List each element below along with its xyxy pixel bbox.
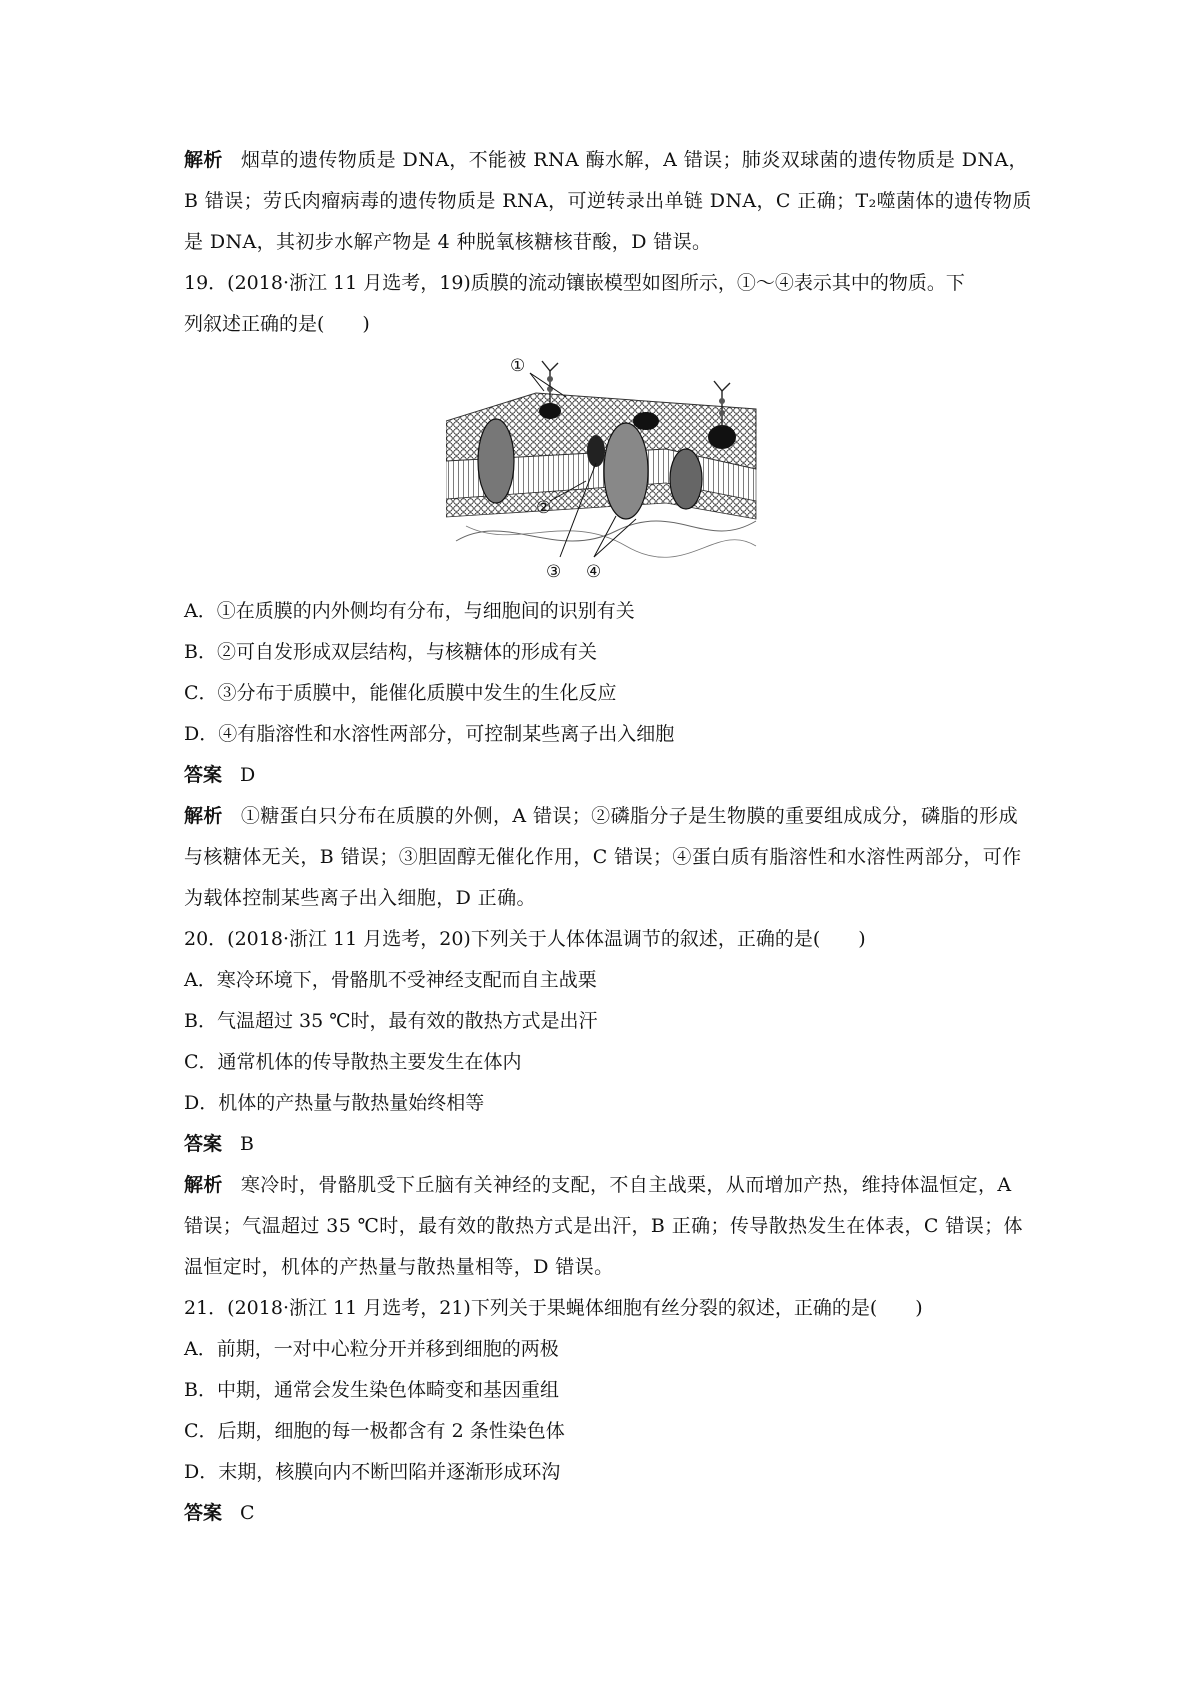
membrane-diagram bbox=[446, 351, 766, 583]
analysis-label: 解析 bbox=[184, 1174, 223, 1196]
answer-value: C bbox=[240, 1502, 255, 1524]
answer-label: 答案 bbox=[184, 764, 223, 786]
membrane-model-figure bbox=[446, 351, 766, 583]
analysis-text: ①糖蛋白只分布在质膜的外侧，A 错误；②磷脂分子是生物膜的重要组成成分，磷脂的形成与核糖体无关，B 错误；③胆固醇无催化作用，C 错误；④蛋白质有脂溶性和水溶性两部分，可作为载体控制某些离子出入细胞，D 正确。 bbox=[184, 805, 1022, 909]
question-21-option-d: D．末期，核膜向内不断凹陷并逐渐形成环沟 bbox=[184, 1461, 561, 1483]
question-19-analysis bbox=[184, 796, 1034, 919]
question-20-answer bbox=[184, 1124, 1034, 1165]
question-19-stem-line2: 列叙述正确的是( ) bbox=[184, 313, 370, 335]
question-21-stem: 21．(2018·浙江 11 月选考，21)下列关于果蝇体细胞有丝分裂的叙述，正确的是( ) bbox=[184, 1297, 923, 1319]
question-19-option-d: D．④有脂溶性和水溶性两部分，可控制某些离子出入细胞 bbox=[184, 723, 675, 745]
question-19-option-a: A．①在质膜的内外侧均有分布，与细胞间的识别有关 bbox=[184, 600, 635, 622]
question-20-option-d: D．机体的产热量与散热量始终相等 bbox=[184, 1092, 485, 1114]
question-19-answer bbox=[184, 755, 1034, 796]
answer-value: B bbox=[240, 1133, 254, 1155]
analysis-text: 寒冷时，骨骼肌受下丘脑有关神经的支配，不自主战栗，从而增加产热，维持体温恒定，A 错误；气温超过 35 ℃时，最有效的散热方式是出汗，B 正确；传导散热发生在体表，C 错误；体温恒定时，机体的产热量与散热量相等，D 错误。 bbox=[184, 1174, 1023, 1278]
analysis-label: 解析 bbox=[184, 805, 223, 827]
figure-label-1: ① bbox=[510, 356, 526, 376]
question-20-option-b: B．气温超过 35 ℃时，最有效的散热方式是出汗 bbox=[184, 1010, 598, 1032]
question-19-stem-line1: 19．(2018·浙江 11 月选考，19)质膜的流动镶嵌模型如图所示，①～④表示其中的物质。下 bbox=[184, 272, 965, 294]
answer-value: D bbox=[240, 764, 256, 786]
answer-label: 答案 bbox=[184, 1502, 223, 1524]
analysis-text: 烟草的遗传物质是 DNA，不能被 RNA 酶水解，A 错误；肺炎双球菌的遗传物质是 DNA，B 错误；劳氏肉瘤病毒的遗传物质是 RNA，可逆转录出单链 DNA，C 正确；T₂噬菌体的遗传物质是 DNA，其初步水解产物是 4 种脱氧核糖核苷酸，D 错误。 bbox=[184, 149, 1032, 253]
question-20-analysis bbox=[184, 1165, 1034, 1288]
question-21-answer bbox=[184, 1493, 1034, 1534]
question-19-option-c: C．③分布于质膜中，能催化质膜中发生的生化反应 bbox=[184, 682, 617, 704]
figure-label-3: ③ bbox=[546, 562, 562, 582]
question-21-option-b: B．中期，通常会发生染色体畸变和基因重组 bbox=[184, 1379, 559, 1401]
figure-label-2: ② bbox=[536, 498, 552, 518]
answer-label: 答案 bbox=[184, 1133, 223, 1155]
question-21-option-c: C．后期，细胞的每一极都含有 2 条性染色体 bbox=[184, 1420, 565, 1442]
analysis-paragraph bbox=[184, 140, 1034, 263]
question-20-stem: 20．(2018·浙江 11 月选考，20)下列关于人体体温调节的叙述，正确的是( ) bbox=[184, 928, 866, 950]
question-21-option-a: A．前期，一对中心粒分开并移到细胞的两极 bbox=[184, 1338, 559, 1360]
question-19-option-b: B．②可自发形成双层结构，与核糖体的形成有关 bbox=[184, 641, 597, 663]
question-20-option-c: C．通常机体的传导散热主要发生在体内 bbox=[184, 1051, 522, 1073]
content bbox=[184, 140, 1034, 1534]
figure-label-4: ④ bbox=[586, 562, 602, 582]
analysis-label: 解析 bbox=[184, 149, 223, 171]
question-20-option-a: A．寒冷环境下，骨骼肌不受神经支配而自主战栗 bbox=[184, 969, 597, 991]
